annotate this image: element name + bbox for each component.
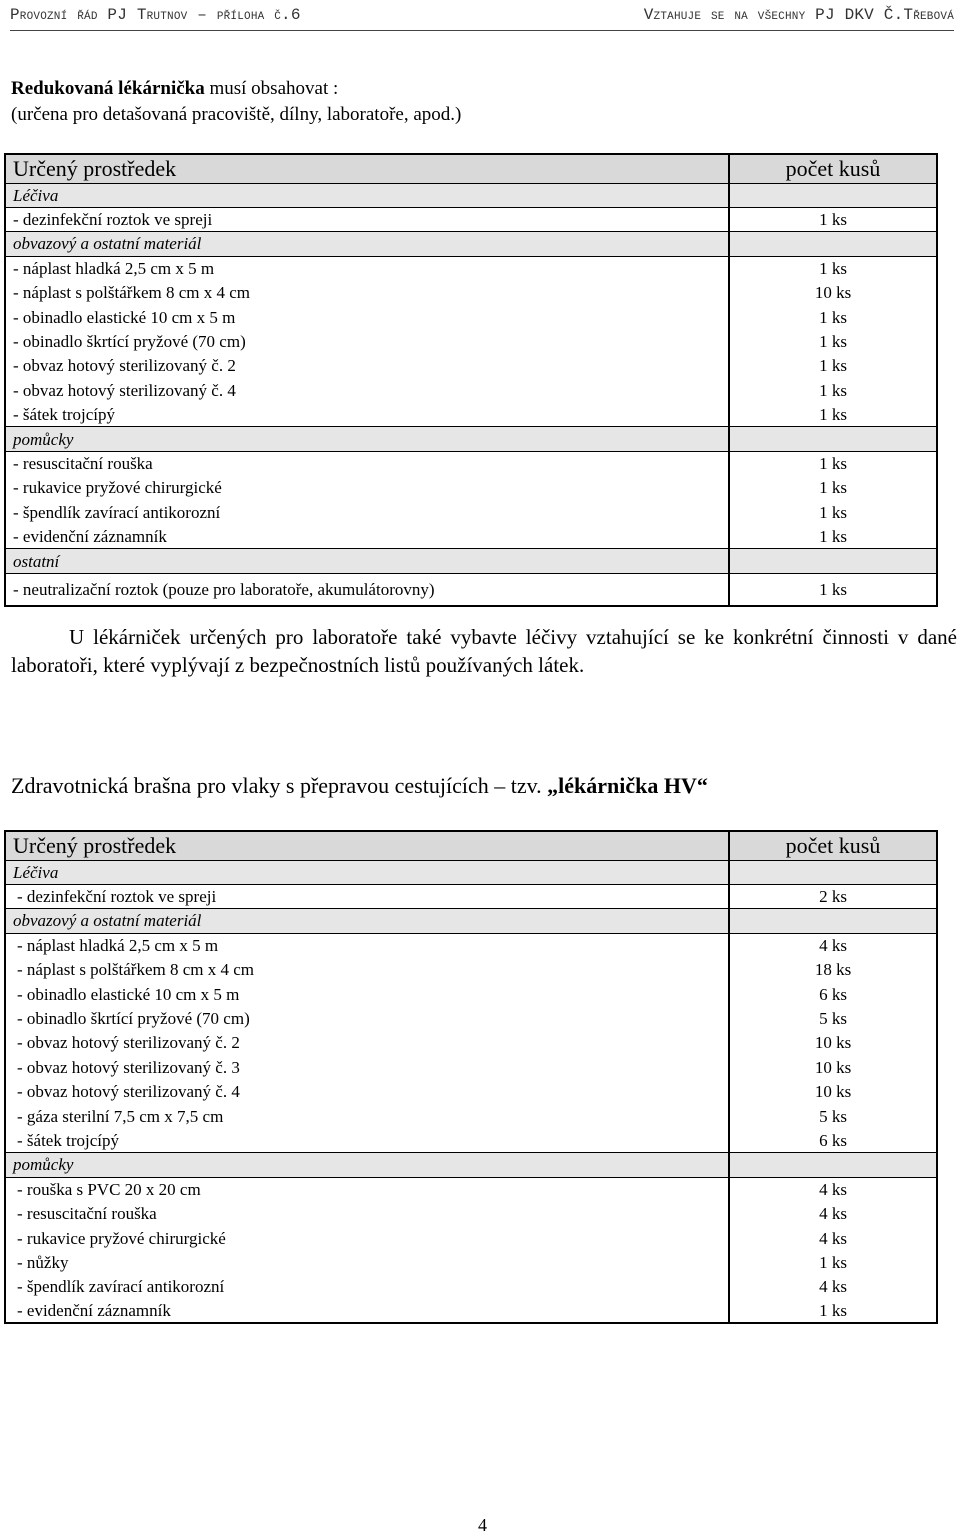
item-qty: 1 ks [729,354,937,378]
item-qty: 1 ks [729,476,937,500]
reduced-kit-table-body [5,154,937,606]
table-row [5,305,937,329]
category-row [5,183,937,207]
table-row [5,982,937,1006]
column-header-qty: počet kusů [729,831,937,860]
item-qty: 5 ks [729,1006,937,1030]
item-qty: 1 ks [729,305,937,329]
item-name: - rouška s PVC 20 x 20 cm [5,1177,729,1201]
category-qty-empty [729,183,937,207]
category-row [5,549,937,573]
category-qty-empty [729,232,937,256]
category-qty-empty [729,1153,937,1177]
item-qty: 2 ks [729,884,937,908]
item-name: - resuscitační rouška [5,1201,729,1225]
table-row [5,1006,937,1030]
table-header-row [5,831,937,860]
item-qty: 6 ks [729,1128,937,1152]
item-name: - nůžky [5,1250,729,1274]
item-qty: 1 ks [729,1250,937,1274]
item-name: - obvaz hotový sterilizovaný č. 2 [5,354,729,378]
item-qty: 4 ks [729,1201,937,1225]
item-name: - obvaz hotový sterilizovaný č. 4 [5,1080,729,1104]
item-qty: 10 ks [729,1055,937,1079]
table-row [5,1275,937,1299]
header-rule [10,30,954,31]
category-qty-empty [729,427,937,451]
table-row [5,1031,937,1055]
table-row [5,403,937,427]
category-label: pomůcky [5,427,729,451]
hv-kit-table-body [5,831,937,1323]
table-row [5,1226,937,1250]
item-qty: 1 ks [729,256,937,280]
table-row [5,281,937,305]
table-row [5,329,937,353]
category-qty-empty [729,909,937,933]
item-qty: 1 ks [729,573,937,606]
table-row [5,256,937,280]
column-header-item: Určený prostředek [5,831,729,860]
table-row [5,1128,937,1152]
item-name: - resuscitační rouška [5,451,729,475]
item-qty: 1 ks [729,451,937,475]
header-right: Vztahuje se na všechny PJ DKV Č.Třebová [643,6,954,24]
table-row [5,451,937,475]
section-heading-text: Zdravotnická brašna pro vlaky s přepravou cestujících – tzv. [11,773,548,798]
table-header-row [5,154,937,183]
item-name: - evidenční záznamník [5,524,729,548]
item-name: - náplast s polštářkem 8 cm x 4 cm [5,958,729,982]
table-row [5,378,937,402]
item-name: - evidenční záznamník [5,1299,729,1323]
table-row [5,476,937,500]
table-row [5,958,937,982]
table-row [5,524,937,548]
item-qty: 4 ks [729,1177,937,1201]
table-row [5,573,937,606]
column-header-item: Určený prostředek [5,154,729,183]
table-row [5,1104,937,1128]
item-qty: 1 ks [729,500,937,524]
page-header [10,6,954,28]
table-row [5,1055,937,1079]
reduced-kit-table [4,153,938,607]
category-label: ostatní [5,549,729,573]
item-name: - náplast s polštářkem 8 cm x 4 cm [5,281,729,305]
table-row [5,207,937,231]
category-row [5,860,937,884]
category-qty-empty [729,549,937,573]
item-name: - dezinfekční roztok ve spreji [5,207,729,231]
column-header-qty: počet kusů [729,154,937,183]
item-name: - špendlík zavírací antikorozní [5,500,729,524]
table-row [5,1201,937,1225]
item-qty: 10 ks [729,281,937,305]
item-qty: 4 ks [729,1275,937,1299]
hv-kit-table [4,830,938,1324]
item-name: - obvaz hotový sterilizovaný č. 4 [5,378,729,402]
item-qty: 4 ks [729,933,937,957]
category-label: obvazový a ostatní materiál [5,232,729,256]
header-left: Provozní řád PJ Trutnov – příloha č.6 [10,6,301,24]
intro-title-rest: musí obsahovat : [204,78,339,99]
section-heading [11,773,708,799]
item-name: - obinadlo škrtící pryžové (70 cm) [5,329,729,353]
table-row [5,933,937,957]
item-name: - šátek trojcípý [5,403,729,427]
table-row [5,354,937,378]
item-name: - rukavice pryžové chirurgické [5,476,729,500]
intro-title-line [11,76,461,102]
item-name: - gáza sterilní 7,5 cm x 7,5 cm [5,1104,729,1128]
intro-block [11,76,461,128]
category-row [5,1153,937,1177]
item-name: - obinadlo škrtící pryžové (70 cm) [5,1006,729,1030]
category-row [5,427,937,451]
item-name: - neutralizační roztok (pouze pro laboratoře, akumulátorovny) [5,573,729,606]
category-label: pomůcky [5,1153,729,1177]
item-qty: 5 ks [729,1104,937,1128]
item-name: - náplast hladká 2,5 cm x 5 m [5,256,729,280]
lab-note: U lékárniček určených pro laboratoře také vybavte léčivy vztahující se ke konkrétní činnosti v dané laboratoři, které vyplývají z bezpečnostních listů používaných látek. [11,625,957,677]
item-name: - obinadlo elastické 10 cm x 5 m [5,982,729,1006]
item-name: - špendlík zavírací antikorozní [5,1275,729,1299]
item-name: - obvaz hotový sterilizovaný č. 2 [5,1031,729,1055]
item-qty: 1 ks [729,403,937,427]
intro-subtitle: (určena pro detašovaná pracoviště, dílny, laboratoře, apod.) [11,104,462,125]
table-row [5,1177,937,1201]
item-qty: 6 ks [729,982,937,1006]
item-qty: 4 ks [729,1226,937,1250]
intro-title: Redukovaná lékárnička [11,78,205,99]
item-qty: 18 ks [729,958,937,982]
page-number: 4 [478,1515,487,1535]
category-qty-empty [729,860,937,884]
item-name: - šátek trojcípý [5,1128,729,1152]
table-row [5,1080,937,1104]
item-qty: 1 ks [729,329,937,353]
table-row [5,1299,937,1323]
category-label: Léčiva [5,183,729,207]
table-row [5,1250,937,1274]
category-label: Léčiva [5,860,729,884]
item-qty: 1 ks [729,378,937,402]
table-row [5,884,937,908]
category-label: obvazový a ostatní materiál [5,909,729,933]
item-qty: 1 ks [729,524,937,548]
item-name: - náplast hladká 2,5 cm x 5 m [5,933,729,957]
category-row [5,909,937,933]
item-qty: 1 ks [729,207,937,231]
item-name: - dezinfekční roztok ve spreji [5,884,729,908]
item-name: - obinadlo elastické 10 cm x 5 m [5,305,729,329]
item-qty: 10 ks [729,1080,937,1104]
item-qty: 10 ks [729,1031,937,1055]
item-name: - obvaz hotový sterilizovaný č. 3 [5,1055,729,1079]
item-name: - rukavice pryžové chirurgické [5,1226,729,1250]
category-row [5,232,937,256]
item-qty: 1 ks [729,1299,937,1323]
section-heading-bold: „lékárnička HV“ [547,773,708,798]
table-row [5,500,937,524]
